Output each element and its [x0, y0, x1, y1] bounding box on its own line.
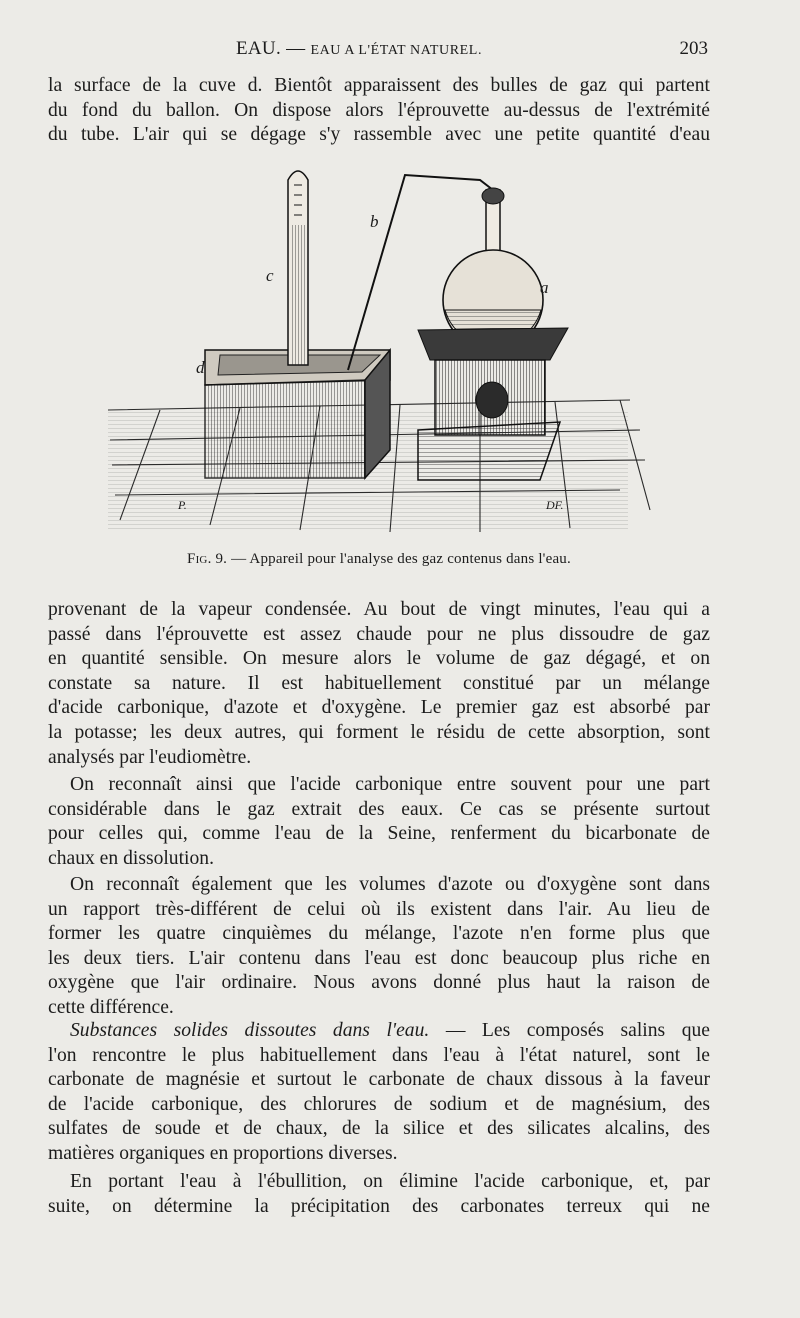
text-line: constate sa nature. Il est habituellement constitué par un mélange	[48, 672, 710, 694]
text-line: provenant de la vapeur condensée. Au bout de vingt minutes, l'eau qui a	[48, 599, 710, 620]
text-line: pour celles qui, comme l'eau de la Seine, renferment du bicarbonate de	[48, 823, 710, 845]
engraver-signature-left: P.	[178, 498, 187, 512]
label-a: a	[540, 278, 549, 297]
text-line	[48, 1019, 710, 1044]
label-d: d	[196, 358, 205, 377]
text-line: les deux tiers. L'air contenu dans l'eau est donc beaucoup plus riche en	[48, 947, 710, 969]
text-line: du fond du ballon. On dispose alors l'éprouvette au-dessus de l'extrémité	[48, 99, 710, 121]
text-line: en quantité sensible. On mesure alors le volume de gaz dégagé, et on	[48, 648, 710, 670]
figure-9-illustration	[100, 160, 700, 550]
text-line: On reconnaît également que les volumes d'azote ou d'oxygène sont dans	[70, 874, 710, 895]
header-dash: —	[286, 38, 306, 59]
page-header	[48, 38, 708, 64]
text-line: considérable dans le gaz extrait des eaux. Ce cas se présente surtout	[48, 798, 710, 820]
label-b: b	[370, 212, 379, 231]
text-line: sulfates de soude et de chaux, de la silice et des silicates alcalins, des	[48, 1118, 710, 1140]
trough-d	[205, 350, 390, 478]
text-line: carbonate de magnésie et surtout le carbonate de chaux dissous à la faveur	[48, 1069, 710, 1091]
paragraph-3	[48, 873, 710, 1021]
text-line: de l'acide carbonique, des chlorures de sodium et de magnésium, des	[48, 1093, 710, 1115]
text-line: En portant l'eau à l'ébullition, on élimine l'acide carbonique, et, par	[70, 1171, 710, 1192]
caption-text: — Appareil pour l'analyse des gaz contenus dans l'eau.	[231, 551, 571, 567]
text-line: chaux en dissolution.	[48, 847, 214, 869]
text-line: cette différence.	[48, 996, 174, 1018]
section-title: EAU A L'ÉTAT NATUREL.	[310, 43, 483, 58]
paragraph-4	[48, 1019, 710, 1167]
running-title: EAU.	[236, 38, 281, 59]
paragraph-5	[48, 1170, 710, 1219]
text-line: On reconnaît ainsi que l'acide carbonique entre souvent pour une part	[70, 774, 710, 795]
text-line: suite, on détermine la précipitation des carbonates terreux qui ne	[48, 1195, 710, 1217]
section-heading: Substances solides dissoutes dans l'eau.	[70, 1020, 430, 1041]
caption-fig-label: Fig. 9.	[187, 551, 228, 567]
text-line: passé dans l'éprouvette est assez chaude pour ne plus dissoudre de gaz	[48, 623, 710, 645]
label-c: c	[266, 266, 274, 285]
paragraph-1	[48, 598, 710, 770]
heading-rest: — Les composés salins que	[445, 1020, 710, 1041]
engraver-signature-right: DF.	[546, 498, 564, 512]
running-head	[236, 38, 482, 60]
top-paragraph	[48, 74, 710, 148]
text-line: analysés par l'eudiomètre.	[48, 746, 252, 768]
text-line: l'on rencontre le plus habituellement dans l'eau à l'état naturel, sont le	[48, 1044, 710, 1066]
figure-caption	[48, 551, 710, 568]
text-line: un rapport très-différent de celui où ils existent dans l'air. Au lieu de	[48, 898, 710, 920]
text-line: d'acide carbonique, d'azote et d'oxygène. Le premier gaz est absorbé par	[48, 697, 710, 719]
text-line: matières organiques en proportions diverses.	[48, 1142, 398, 1164]
text-line: oxygène que l'air ordinaire. Nous avons donné plus haut la raison de	[48, 972, 710, 994]
text-line: du tube. L'air qui se dégage s'y rassemble avec une petite quantité d'eau	[48, 124, 710, 146]
apparatus-engraving	[100, 160, 700, 550]
paragraph-2	[48, 773, 710, 871]
text-line: former les quatre cinquièmes du mélange, l'azote n'en forme plus que	[48, 923, 710, 945]
stove	[418, 328, 568, 480]
text-line: la surface de la cuve d. Bientôt apparaissent des bulles de gaz qui partent	[48, 75, 710, 96]
page-number: 203	[679, 38, 708, 59]
eudiometer-tube-c	[288, 171, 308, 365]
flask-a	[443, 188, 543, 350]
text-line: la potasse; les deux autres, qui forment le résidu de cette absorption, sont	[48, 721, 710, 743]
